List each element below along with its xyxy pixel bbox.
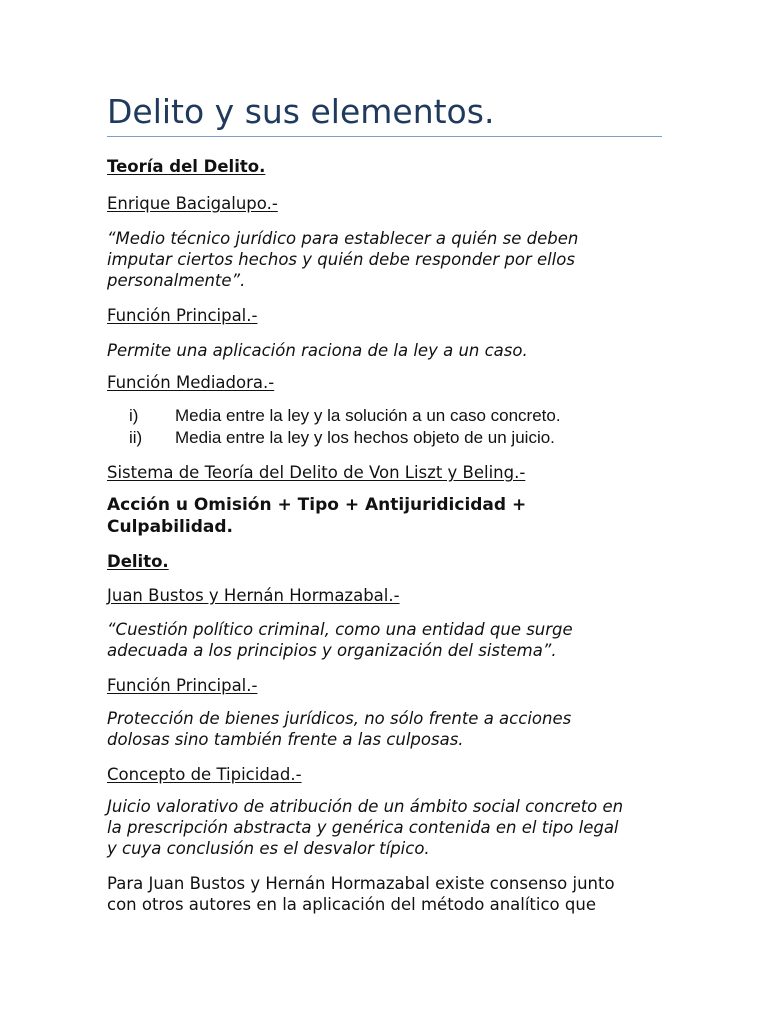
quote-bacigalupo-line1: “Medio técnico jurídico para establecer a quién se deben [107,229,579,248]
list-item [129,427,561,449]
list-item-text: Media entre la ley y los hechos objeto de un juicio. [175,428,555,447]
text-tipicidad-line2: la prescripción abstracta y genérica contenida en el tipo legal [107,818,619,837]
title-underline [107,136,662,137]
label-concepto-tipicidad: Concepto de Tipicidad.- [107,765,302,784]
label-funcion-principal-2: Función Principal.- [107,676,258,695]
list-item-text: Media entre la ley y la solución a un caso concreto. [175,406,561,425]
paragraph-consenso-line2: con otros autores en la aplicación del método analítico que [107,895,596,914]
funcion-mediadora-list [129,405,561,449]
label-funcion-principal-1: Función Principal.- [107,306,258,325]
quote-bacigalupo-line2: imputar ciertos hechos y quién debe responder por ellos [107,250,575,269]
text-funcion-principal-2-line2: dolosas sino también frente a las culposas. [107,730,464,749]
label-funcion-mediadora: Función Mediadora.- [107,373,275,392]
author-bacigalupo: Enrique Bacigalupo.- [107,194,278,213]
section-heading-teoria: Teoría del Delito. [107,157,266,176]
quote-bustos-line1: “Cuestión político criminal, como una entidad que surge [107,620,573,639]
formula-line2: Culpabilidad. [107,517,233,537]
formula-line1: Acción u Omisión + Tipo + Antijuridicidad + [107,495,527,515]
text-tipicidad-line1: Juicio valorativo de atribución de un ámbito social concreto en [107,797,624,816]
text-funcion-principal-1: Permite una aplicación raciona de la ley a un caso. [107,341,528,360]
quote-bacigalupo-line3: personalmente”. [107,271,246,290]
document-title: Delito y sus elementos. [107,92,495,131]
quote-bustos-line2: adecuada a los principios y organización del sistema”. [107,641,557,660]
section-heading-delito: Delito. [107,552,169,571]
text-tipicidad-line3: y cuya conclusión es el desvalor típico. [107,839,430,858]
author-bustos-hormazabal: Juan Bustos y Hernán Hormazabal.- [107,586,400,605]
list-item [129,405,561,427]
list-item-number: i) [129,406,139,425]
text-funcion-principal-2-line1: Protección de bienes jurídicos, no sólo frente a acciones [107,709,572,728]
list-item-number: ii) [129,428,143,447]
document-page [107,0,667,1024]
paragraph-consenso-line1: Para Juan Bustos y Hernán Hormazabal existe consenso junto [107,874,615,893]
label-sistema-teoria: Sistema de Teoría del Delito de Von Liszt y Beling.- [107,463,526,482]
